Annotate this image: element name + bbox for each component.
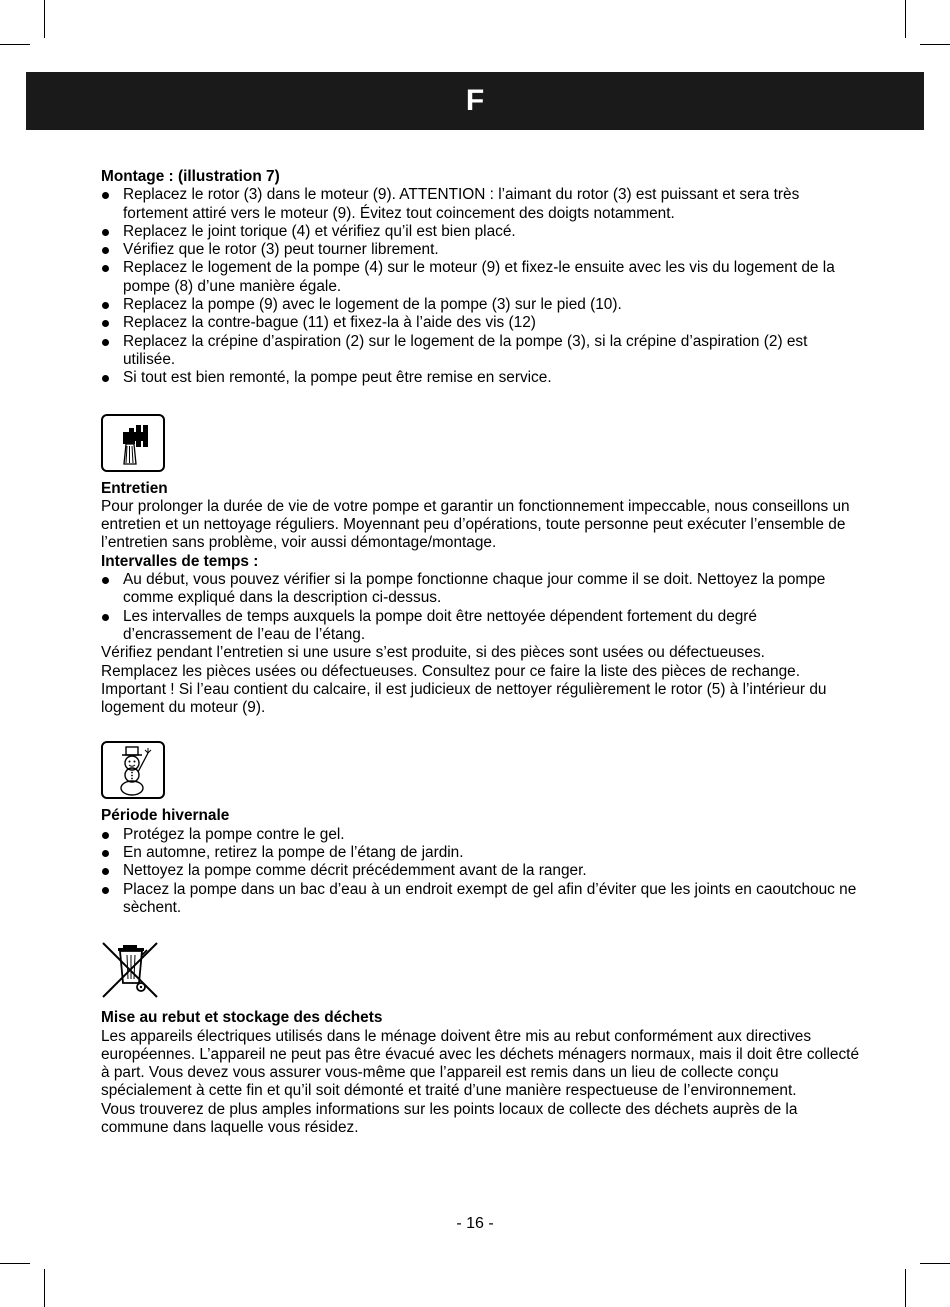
dechets-paragraph: Vous trouverez de plus amples informations sur les points locaux de collecte des déchets auprès de la commune dans laquelle vous résidez.	[101, 1100, 798, 1136]
list-item: Les intervalles de temps auxquels la pompe doit être nettoyée dépendent fortement du degré d’encrassement de l’eau de l’étang.	[101, 608, 861, 645]
list-item: Vérifiez que le rotor (3) peut tourner librement.	[101, 241, 861, 259]
crossed-bin-icon	[101, 941, 161, 1001]
montage-title: Montage : (illustration 7)	[101, 168, 280, 185]
faucet-icon	[101, 414, 165, 472]
entretien-paragraph: Vérifiez pendant l’entretien si une usure s’est produite, si des pièces sont usées ou défectueuses.	[101, 644, 765, 662]
list-item: Si tout est bien remonté, la pompe peut être remise en service.	[101, 369, 861, 387]
list-item: Replacez la crépine d’aspiration (2) sur le logement de la pompe (3), si la crépine d’aspiration (2) est utilisée.	[101, 333, 861, 370]
crop-mark	[905, 0, 906, 38]
hiver-title: Période hivernale	[101, 807, 230, 825]
entretien-paragraph: Remplacez les pièces usées ou défectueuses. Consultez pour ce faire la liste des pièces de rechange.	[101, 662, 800, 680]
crop-mark	[44, 0, 45, 38]
list-item: Nettoyez la pompe comme décrit précédemment avant de la ranger.	[101, 862, 861, 880]
section-header-bar	[26, 72, 924, 130]
list-item: Replacez la contre-bague (11) et fixez-la à l’aide des vis (12)	[101, 314, 861, 332]
list-item: Protégez la pompe contre le gel.	[101, 826, 861, 844]
hiver-list	[101, 826, 861, 917]
crop-mark	[0, 1263, 30, 1264]
entretien-paragraph: Important ! Si l’eau contient du calcaire, il est judicieux de nettoyer régulièrement le rotor (5) à l’intérieur du logement du moteur (9).	[101, 680, 827, 717]
entretien-title: Entretien	[101, 479, 168, 497]
list-item: Replacez le logement de la pompe (4) sur le moteur (9) et fixez-le ensuite avec les vis du logement de la pompe (8) d’une manière égale.	[101, 259, 861, 296]
list-item: En automne, retirez la pompe de l’étang de jardin.	[101, 844, 861, 862]
list-item: Replacez le joint torique (4) et vérifiez qu’il est bien placé.	[101, 223, 861, 241]
crop-mark	[0, 44, 30, 45]
dechets-title: Mise au rebut et stockage des déchets	[101, 1009, 383, 1027]
crop-mark	[920, 44, 950, 45]
montage-list	[101, 186, 861, 387]
list-item: Replacez le rotor (3) dans le moteur (9). ATTENTION : l’aimant du rotor (3) est puissant et sera très fortement attiré vers le moteur (9). Évitez tout coincement des doigts notamment.	[101, 186, 861, 223]
page-content	[101, 168, 861, 1137]
page-number: - 16 -	[456, 1215, 494, 1232]
list-item: Replacez la pompe (9) avec le logement de la pompe (3) sur le pied (10).	[101, 296, 861, 314]
crop-mark	[905, 1269, 906, 1307]
dechets-paragraph: Les appareils électriques utilisés dans le ménage doivent être mis au rebut conformément aux directives européennes. L’appareil ne peut pas être évacué avec les déchets ménagers normaux, mais il doit être collecté à part. Vous devez vous assurer vous-même que l’appareil est remis dans un lieu de collecte conçu spécialement à cette fin et qu’il soit démonté et traité d’une manière respectueuse de l’environnement.	[101, 1027, 860, 1100]
section-letter: F	[465, 84, 485, 117]
entretien-intro: Pour prolonger la durée de vie de votre pompe et garantir un fonctionnement impeccable, nous conseillons un entretien et un nettoyage réguliers. Moyennant peu d’opérations, toute personne peut exécuter l’ensemble de l’entretien sans problème, voir aussi démontage/montage.	[101, 497, 850, 552]
crop-mark	[44, 1269, 45, 1307]
list-item: Placez la pompe dans un bac d’eau à un endroit exempt de gel afin d’éviter que les joints en caoutchouc ne sèchent.	[101, 881, 861, 918]
crop-mark	[920, 1263, 950, 1264]
list-item: Au début, vous pouvez vérifier si la pompe fonctionne chaque jour comme il se doit. Nettoyez la pompe comme expliqué dans la description ci-dessus.	[101, 571, 861, 608]
intervals-title: Intervalles de temps :	[101, 552, 259, 570]
intervals-list	[101, 571, 861, 644]
snowman-icon	[101, 741, 165, 799]
